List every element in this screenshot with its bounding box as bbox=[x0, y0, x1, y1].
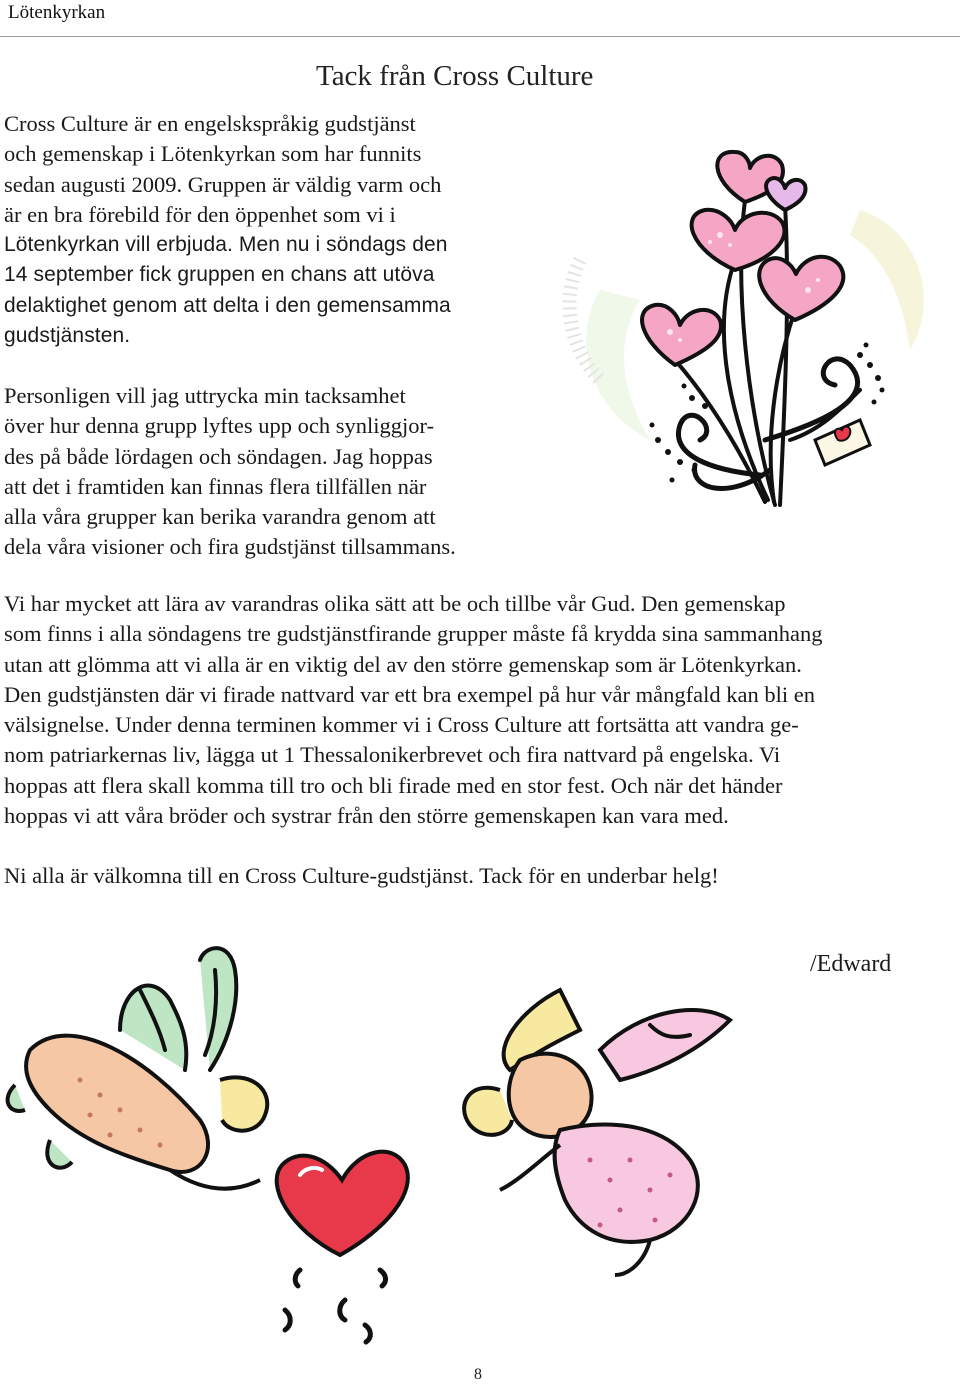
text-line: nom patriarkernas liv, lägga ut 1 Thessalonikerbrevet och fira nattvard på engelska. Vi bbox=[4, 742, 781, 768]
text-line: Lötenkyrkan vill erbjuda. Men nu i söndags den bbox=[4, 233, 448, 257]
text-line: Personligen vill jag uttrycka min tacksamhet bbox=[4, 383, 406, 408]
text-line: och gemenskap i Lötenkyrkan som har funnits bbox=[4, 141, 422, 167]
text-line: Cross Culture är en engelskspråkig gudstjänst bbox=[4, 111, 416, 136]
text-line: Den gudstjänsten där vi firade nattvard var ett bra exempel på hur vår mångfald kan bli en bbox=[4, 681, 815, 707]
text-line: 14 september fick gruppen en chans att utöva bbox=[4, 263, 435, 287]
page-number: 8 bbox=[474, 1366, 482, 1383]
text-line: dela våra visioner och fira gudstjänst tillsammans. bbox=[4, 534, 456, 560]
text-line: delaktighet genom att delta i den gemensamma bbox=[4, 293, 451, 317]
text-line: hoppas att flera skall komma till tro och bli firade med en stor fest. Och när det händer bbox=[4, 772, 783, 798]
text-line: välsignelse. Under denna terminen kommer vi i Cross Culture att fortsätta att vandra ge- bbox=[4, 712, 799, 738]
text-line: hoppas vi att våra bröder och systrar från den större gemenskapen kan vara med. bbox=[4, 803, 729, 829]
text-line: des på både lördagen och söndagen. Jag hoppas bbox=[4, 443, 433, 469]
paragraph-welcome: Ni alla är välkomna till en Cross Culture-gudstjänst. Tack för en underbar helg! bbox=[4, 863, 719, 888]
text-line: Vi har mycket att lära av varandras olika sätt att be och tillbe vår Gud. Den gemenskap bbox=[4, 591, 786, 616]
text-line: sedan augusti 2009. Gruppen är väldig varm och bbox=[4, 171, 442, 197]
page-header bbox=[0, 0, 960, 37]
text-line: är en bra förebild för den öppenhet som vi i bbox=[4, 201, 396, 227]
text-line: att det i framtiden kan finnas flera tillfällen när bbox=[4, 473, 427, 499]
text-line: utan att glömma att vi alla är en viktig del av den större gemenskap som är Lötenkyrkan. bbox=[4, 651, 802, 677]
paragraph-gratitude bbox=[4, 381, 544, 563]
heart-balloons-illustration bbox=[560, 140, 960, 520]
text-line: som finns i alla söndagens tre gudstjänstfirande grupper måste få krydda sina sammanhang bbox=[4, 621, 823, 647]
paragraph-community bbox=[4, 589, 956, 831]
signature: /Edward bbox=[810, 951, 892, 977]
text-line: gudstjänsten. bbox=[4, 324, 131, 348]
text-line: alla våra grupper kan berika varandra genom att bbox=[4, 504, 436, 530]
text-line: över hur denna grupp lyftes upp och synliggjor- bbox=[4, 413, 435, 439]
paragraph-intro bbox=[4, 109, 544, 351]
article-title: Tack från Cross Culture bbox=[316, 60, 594, 92]
running-title: Lötenkyrkan bbox=[8, 2, 106, 23]
cherubs-heart-illustration bbox=[0, 930, 760, 1350]
